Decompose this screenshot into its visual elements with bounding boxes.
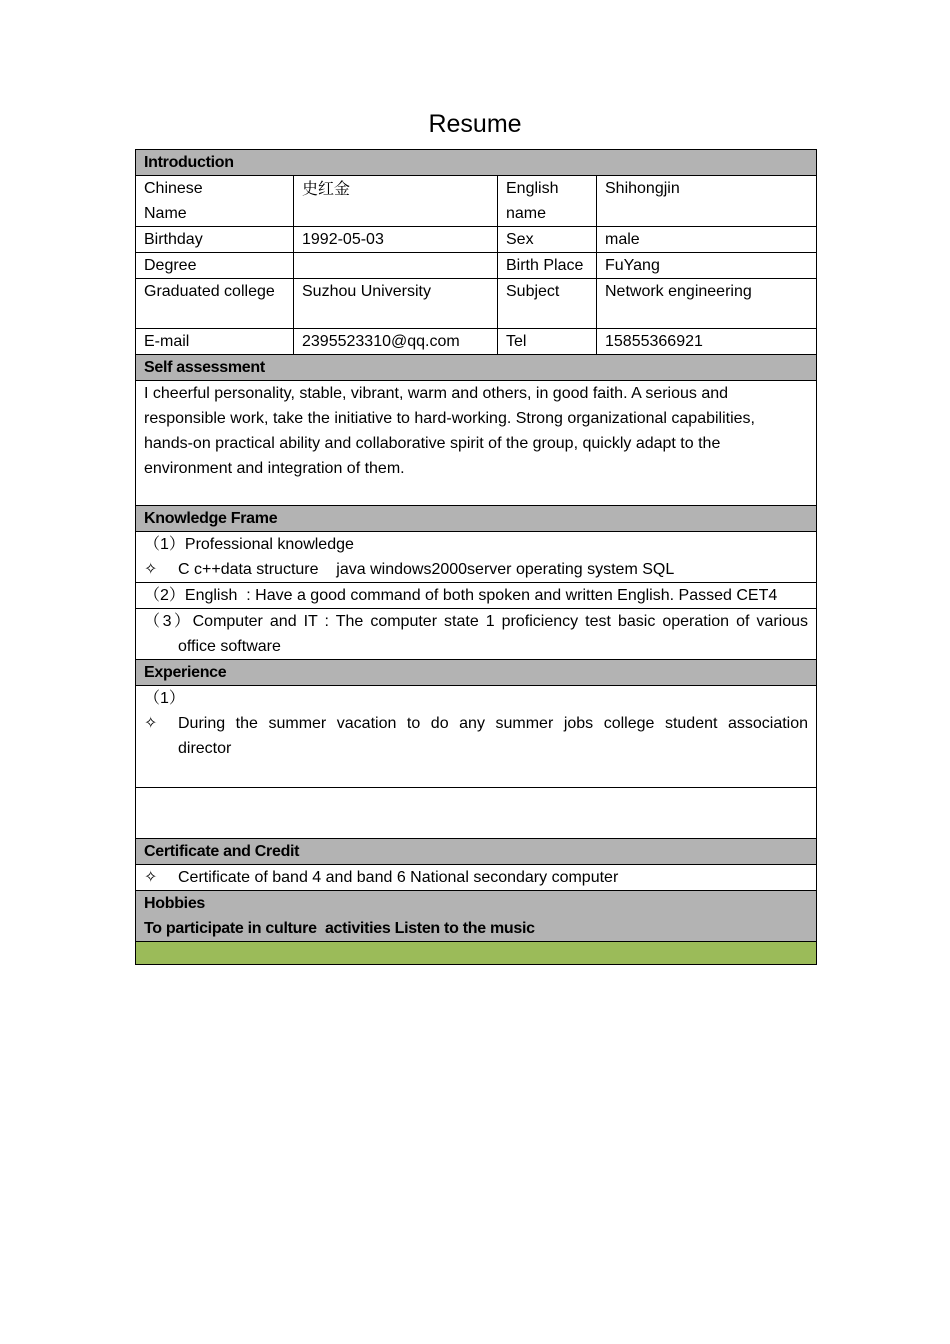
introduction-header-row	[136, 150, 817, 176]
resume-table	[135, 149, 817, 965]
chinese-name-label	[136, 176, 294, 227]
birth-place-value: FuYang	[597, 253, 817, 279]
introduction-header: Introduction	[136, 150, 817, 176]
contact-row	[136, 329, 817, 355]
chinese-name-value: 史红金	[294, 176, 498, 227]
tel-label: Tel	[498, 329, 597, 355]
degree-value	[294, 253, 498, 279]
knowledge-item2-row	[136, 583, 817, 609]
subject-value: Network engineering	[597, 279, 817, 329]
college-value: Suzhou University	[294, 279, 498, 329]
knowledge-item2: （2）English : Have a good command of both spoken and written English. Passed CET4	[136, 583, 817, 609]
knowledge-header-row	[136, 506, 817, 532]
knowledge-item1-bullet	[144, 557, 808, 582]
certificate-header-row	[136, 839, 817, 865]
english-name-value: Shihongjin	[597, 176, 817, 227]
college-row	[136, 279, 817, 329]
certificate-bullet	[144, 865, 808, 890]
knowledge-item1-title: （1）Professional knowledge	[144, 536, 354, 553]
email-label: E-mail	[136, 329, 294, 355]
knowledge-item1	[136, 532, 817, 583]
birthday-label: Birthday	[136, 227, 294, 253]
experience-empty-row	[136, 788, 817, 839]
knowledge-item3	[136, 609, 817, 660]
tel-value: 15855366921	[597, 329, 817, 355]
footer-bar-row	[136, 942, 817, 965]
experience-item1-line1: During the summer vacation to do any summer jobs college student association	[178, 715, 809, 732]
sex-value: male	[597, 227, 817, 253]
experience-item1-row	[136, 686, 817, 788]
self-assessment-header: Self assessment	[136, 355, 817, 381]
knowledge-item1-row	[136, 532, 817, 583]
self-assessment-header-row	[136, 355, 817, 381]
birthday-value: 1992-05-03	[294, 227, 498, 253]
birth-place-label: Birth Place	[498, 253, 597, 279]
degree-label: Degree	[136, 253, 294, 279]
self-assessment-row	[136, 381, 817, 506]
page-title: Resume	[428, 110, 522, 138]
hobbies-row	[136, 891, 817, 942]
experience-item1-bullet	[144, 711, 808, 761]
birthday-row	[136, 227, 817, 253]
email-value: 2395523310@qq.com	[294, 329, 498, 355]
certificate-item-text: Certificate of band 4 and band 6 National secondary computer	[178, 869, 619, 886]
diamond-bullet-icon: ✧	[144, 561, 158, 578]
diamond-bullet-icon: ✧	[144, 869, 158, 886]
subject-label: Subject	[498, 279, 597, 329]
english-name-label-line1: English	[506, 180, 559, 197]
certificate-item	[136, 865, 817, 891]
certificate-item-row	[136, 865, 817, 891]
certificate-header: Certificate and Credit	[136, 839, 817, 865]
knowledge-item1-bullet-text: C c++data structure java windows2000server operating system SQL	[178, 561, 675, 578]
experience-item1	[136, 686, 817, 788]
english-name-label	[498, 176, 597, 227]
english-name-label-line2: name	[506, 205, 547, 222]
knowledge-item3-row	[136, 609, 817, 660]
diamond-bullet-icon: ✧	[144, 715, 158, 732]
experience-item1-title: （1）	[144, 690, 185, 707]
hobbies-block	[136, 891, 817, 942]
experience-header: Experience	[136, 660, 817, 686]
chinese-name-label-line1: Chinese	[144, 180, 203, 197]
experience-header-row	[136, 660, 817, 686]
experience-empty-cell	[136, 788, 817, 839]
knowledge-item3-line1: （3）Computer and IT : The computer state 1 proficiency test basic operation of various	[144, 613, 809, 630]
experience-item1-line2: director	[178, 740, 232, 757]
self-assessment-text: I cheerful personality, stable, vibrant, warm and others, in good faith. A serious and responsible work, take the initiative to hard-working. Strong organizational capabilities, hands-on practical ability and collaborative spirit of the group, quickly adapt to the environment and integration of them.	[136, 381, 817, 506]
experience-item1-bullet-text	[178, 711, 808, 761]
hobbies-text: To participate in culture activities Listen to the music	[144, 920, 535, 937]
college-label: Graduated college	[136, 279, 294, 329]
name-row	[136, 176, 817, 227]
degree-row	[136, 253, 817, 279]
chinese-name-label-line2: Name	[144, 205, 187, 222]
knowledge-header: Knowledge Frame	[136, 506, 817, 532]
sex-label: Sex	[498, 227, 597, 253]
hobbies-header: Hobbies	[144, 895, 206, 912]
footer-bar	[136, 942, 817, 965]
knowledge-item3-line2: office software	[178, 638, 281, 655]
